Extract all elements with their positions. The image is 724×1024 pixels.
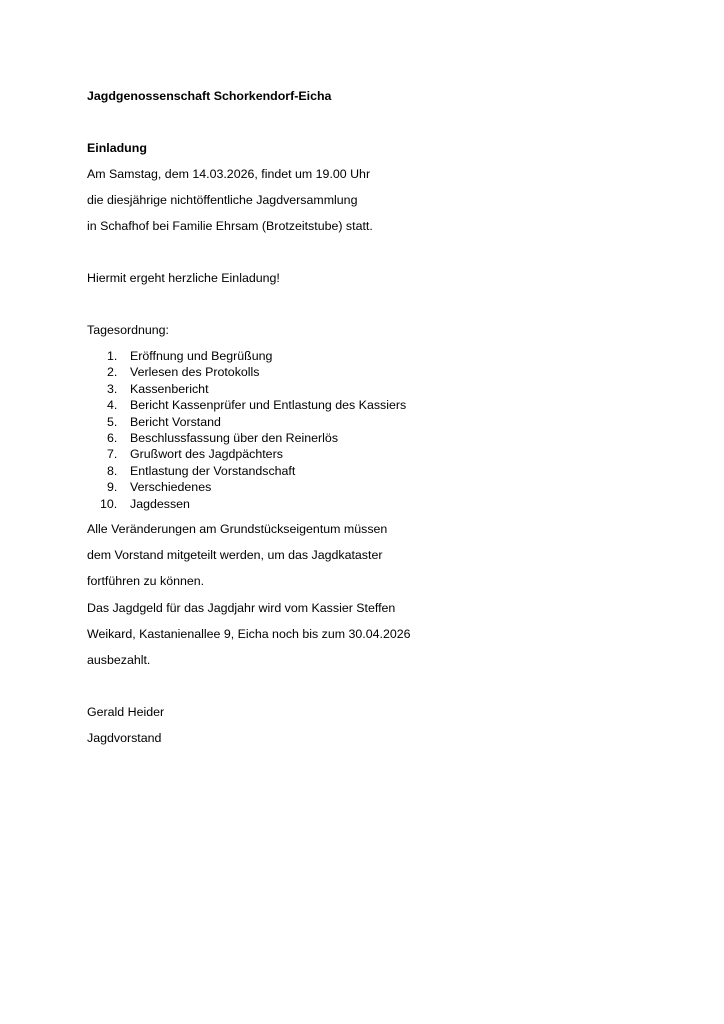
agenda-item	[107, 381, 406, 397]
agenda-item	[107, 397, 406, 413]
agenda-item-text: Verschiedenes	[130, 480, 212, 495]
agenda-item-number: 10.	[100, 496, 118, 511]
agenda-item	[107, 348, 406, 364]
invitation-line: in Schafhof bei Familie Ehrsam (Brotzeitstube) statt.	[87, 219, 373, 233]
agenda-item-text: Grußwort des Jagdpächters	[130, 447, 283, 462]
agenda-item-text: Beschlussfassung über den Reinerlös	[130, 430, 339, 445]
agenda-item	[100, 496, 406, 512]
notes-line: Weikard, Kastanienallee 9, Eicha noch bis zum 30.04.2026	[87, 627, 411, 641]
agenda-item	[107, 479, 406, 495]
agenda-item-number: 5.	[107, 414, 118, 429]
agenda-item	[107, 430, 406, 446]
agenda-item-number: 3.	[107, 381, 118, 396]
agenda-item-text: Bericht Kassenprüfer und Entlastung des Kassiers	[130, 398, 407, 413]
agenda-item-text: Entlastung der Vorstandschaft	[130, 463, 296, 478]
agenda-item-text: Jagdessen	[130, 496, 190, 511]
notes-line: dem Vorstand mitgeteilt werden, um das Jagdkataster	[87, 548, 383, 562]
agenda-list	[100, 348, 407, 512]
agenda-item-number: 1.	[107, 349, 118, 363]
notes-line: Das Jagdgeld für das Jagdjahr wird vom Kassier Steffen	[87, 601, 396, 615]
agenda-item-number: 8.	[107, 463, 118, 478]
agenda-heading: Tagesordnung:	[87, 323, 169, 337]
document-title: Jagdgenossenschaft Schorkendorf-Eicha	[87, 89, 332, 103]
agenda-item-number: 2.	[107, 365, 118, 380]
agenda-item-number: 9.	[107, 480, 118, 495]
agenda-item	[107, 446, 406, 462]
notes-line: fortführen zu können.	[87, 574, 205, 588]
agenda-item	[107, 414, 406, 430]
notes-line: ausbezahlt.	[87, 653, 151, 667]
agenda-item-number: 7.	[107, 447, 118, 462]
signature-name: Gerald Heider	[87, 705, 165, 719]
agenda-item	[107, 364, 406, 380]
agenda-item	[107, 463, 406, 479]
invitation-heading: Einladung	[87, 141, 147, 155]
agenda-item-number: 6.	[107, 430, 118, 445]
invitation-line: Am Samstag, dem 14.03.2026, findet um 19.00 Uhr	[87, 167, 371, 181]
agenda-item-text: Eröffnung und Begrüßung	[130, 349, 273, 363]
invitation-line: die diesjährige nichtöffentliche Jagdversammlung	[87, 193, 358, 207]
agenda-item-text: Bericht Vorstand	[130, 414, 221, 429]
agenda-item-text: Kassenbericht	[130, 381, 209, 396]
invitation-greeting: Hiermit ergeht herzliche Einladung!	[87, 271, 280, 285]
agenda-item-number: 4.	[107, 398, 118, 413]
agenda-item-text: Verlesen des Protokolls	[130, 365, 260, 380]
notes-line: Alle Veränderungen am Grundstückseigentum müssen	[87, 522, 388, 536]
signature-role: Jagdvorstand	[87, 731, 162, 745]
